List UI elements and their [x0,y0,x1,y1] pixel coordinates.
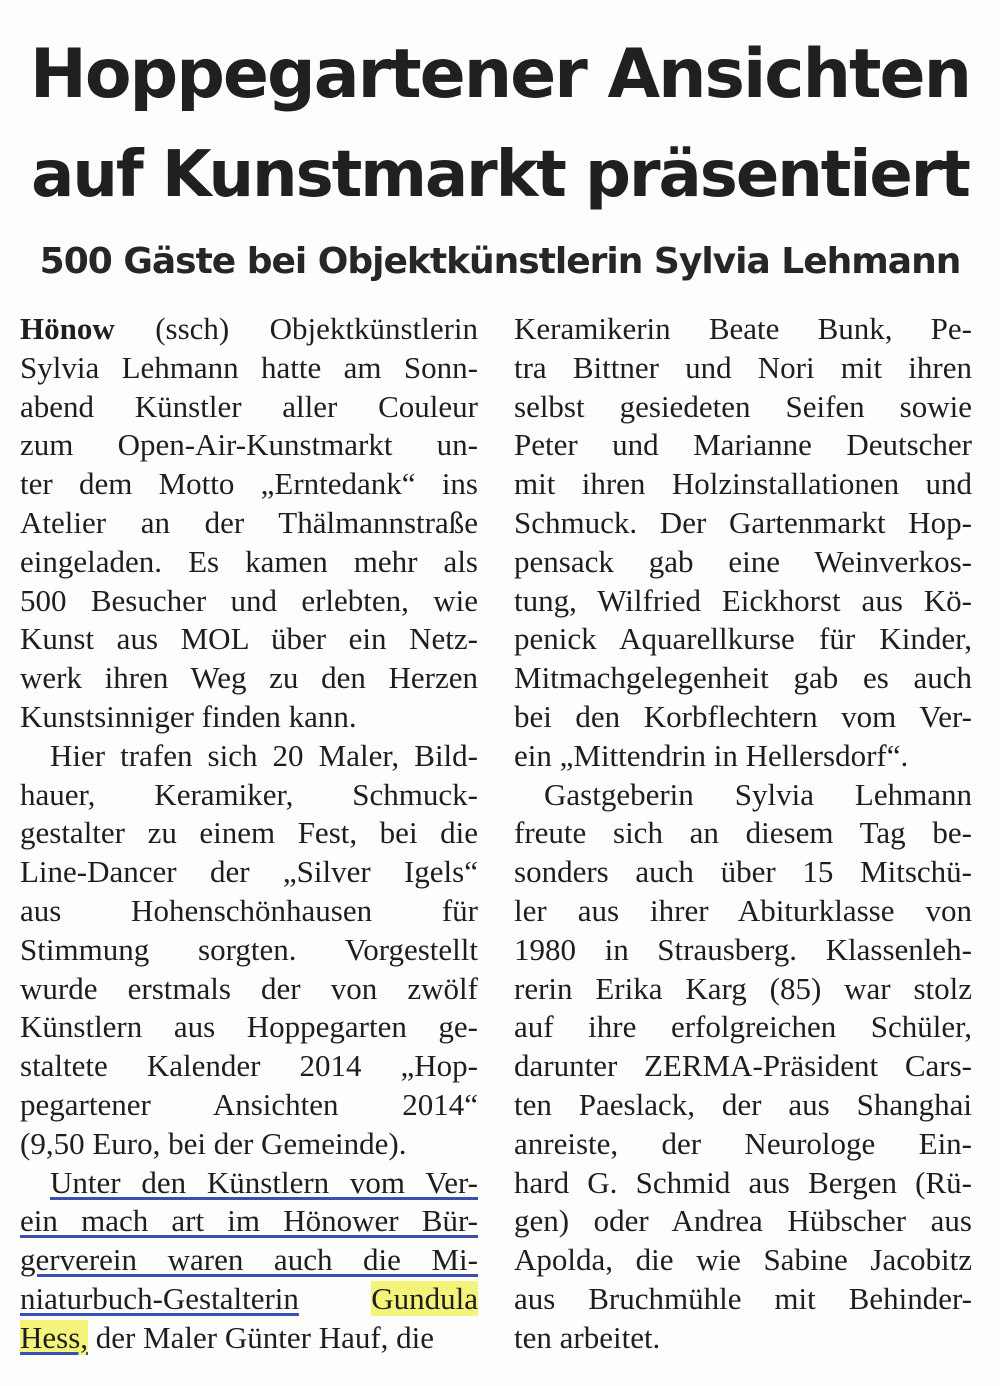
text-line-content: (ssch) Objektkünstlerin [155,311,479,346]
text-line: pensack gab eine Weinverkos- [514,543,972,579]
article-column-left [20,310,478,1358]
text-line: ten arbeitet. [514,1319,661,1355]
text-line: bei den Korbflechtern vom Ver- [514,698,972,734]
headline-line-2: auf Kunstmarkt präsentiert [31,138,969,212]
text-line: eingeladen. Es kamen mehr als [20,543,478,579]
headline-line-1: Hoppegartener Ansichten [29,35,971,114]
text-line: auf ihre erfolgreichen Schüler, [514,1009,972,1045]
text-line: selbst gesiedeten Seifen sowie [514,388,972,424]
text-line: Gastgeberin Sylvia Lehmann [544,776,972,812]
text-line: rerin Erika Karg (85) war stolz [514,970,972,1006]
text-line: freute sich an diesem Tag be- [514,815,972,851]
text-line: 500 Besucher und erlebten, wie [20,582,478,618]
text-line: hauer, Keramiker, Schmuck- [20,776,478,812]
text-line [20,1280,478,1319]
text-line: Hier trafen sich 20 Maler, Bild- [50,737,478,773]
text-line: Peter und Marianne Deutscher [514,427,972,463]
underlined-text: niaturbuch-Gestalterin [20,1280,299,1316]
text-line: gen) oder Andrea Hübscher aus [514,1203,972,1239]
underlined-text-line: gerverein waren auch die Mi- [20,1242,478,1278]
text-line: Apolda, die wie Sabine Jacobitz [514,1242,972,1278]
text-line: Keramikerin Beate Bunk, Pe- [514,311,972,346]
text-line: tung, Wilfried Eickhorst aus Kö- [514,582,972,618]
underlined-text-line: Unter den Künstlern vom Ver- [50,1164,478,1200]
text-line: mit ihren Holzinstallationen und [514,466,972,502]
text-line: Atelier an der Thälmannstraße [20,504,478,540]
text-line: Schmuck. Der Gartenmarkt Hop- [514,504,972,540]
text-line: ter dem Motto „Erntedank“ ins [20,466,478,502]
text-line: zum Open-Air-Kunstmarkt un- [20,427,478,463]
subheadline: 500 Gäste bei Objektkünstlerin Sylvia Lehmann [39,241,961,282]
underlined-text-line: ein mach art im Hönower Bür- [20,1203,478,1239]
article-column-right [514,310,972,1358]
text-line: sonders auch über 15 Mitschü- [514,854,972,890]
text-line: wurde erstmals der von zwölf [20,970,478,1006]
text-line: Künstlern aus Hoppegarten ge- [20,1009,478,1045]
text-line: ein „Mittendrin in Hellersdorf“. [514,737,909,773]
text-line: anreiste, der Neurologe Ein- [514,1125,972,1161]
dateline: Hönow [20,311,115,346]
text-line: ten Paeslack, der aus Shanghai [514,1086,972,1122]
text-line: staltete Kalender 2014 „Hop- [20,1048,478,1084]
text-line: tra Bittner und Nori mit ihren [514,349,972,385]
text-line: penick Aquarellkurse für Kinder, [514,621,972,657]
text-line: Kunst aus MOL über ein Netz- [20,621,478,657]
text-line: Mitmachgelegenheit gab es auch [514,660,972,696]
text-line: aus Hohenschönhausen für [20,892,478,928]
text-line: ler aus ihrer Abiturklasse von [514,892,972,928]
text-line: darunter ZERMA-Präsident Cars- [514,1048,972,1084]
text-line: (9,50 Euro, bei der Gemeinde). [20,1125,407,1161]
text-line: werk ihren Weg zu den Herzen [20,660,478,696]
text-line: Line-Dancer der „Silver Igels“ [20,854,478,890]
text-line [20,310,478,349]
text-line: abend Künstler aller Couleur [20,388,478,424]
highlighted-name: Gundula [371,1280,478,1316]
text-line: Stimmung sorgten. Vorgestellt [20,931,478,967]
text-line [20,1319,478,1358]
text-line: pegartener Ansichten 2014“ [20,1086,478,1122]
text-line: hard G. Schmid aus Bergen (Rü- [514,1164,972,1200]
text-line-content: der Maler Günter Hauf, die [95,1319,435,1355]
text-line: 1980 in Strausberg. Klassenleh- [514,931,972,967]
text-line: gestalter zu einem Fest, bei die [20,815,478,851]
text-line: Sylvia Lehmann hatte am Sonn- [20,349,478,385]
text-line: aus Bruchmühle mit Behinder- [514,1280,972,1316]
text-line: Kunstsinniger finden kann. [20,698,357,734]
highlighted-name: Hess, [20,1319,89,1355]
